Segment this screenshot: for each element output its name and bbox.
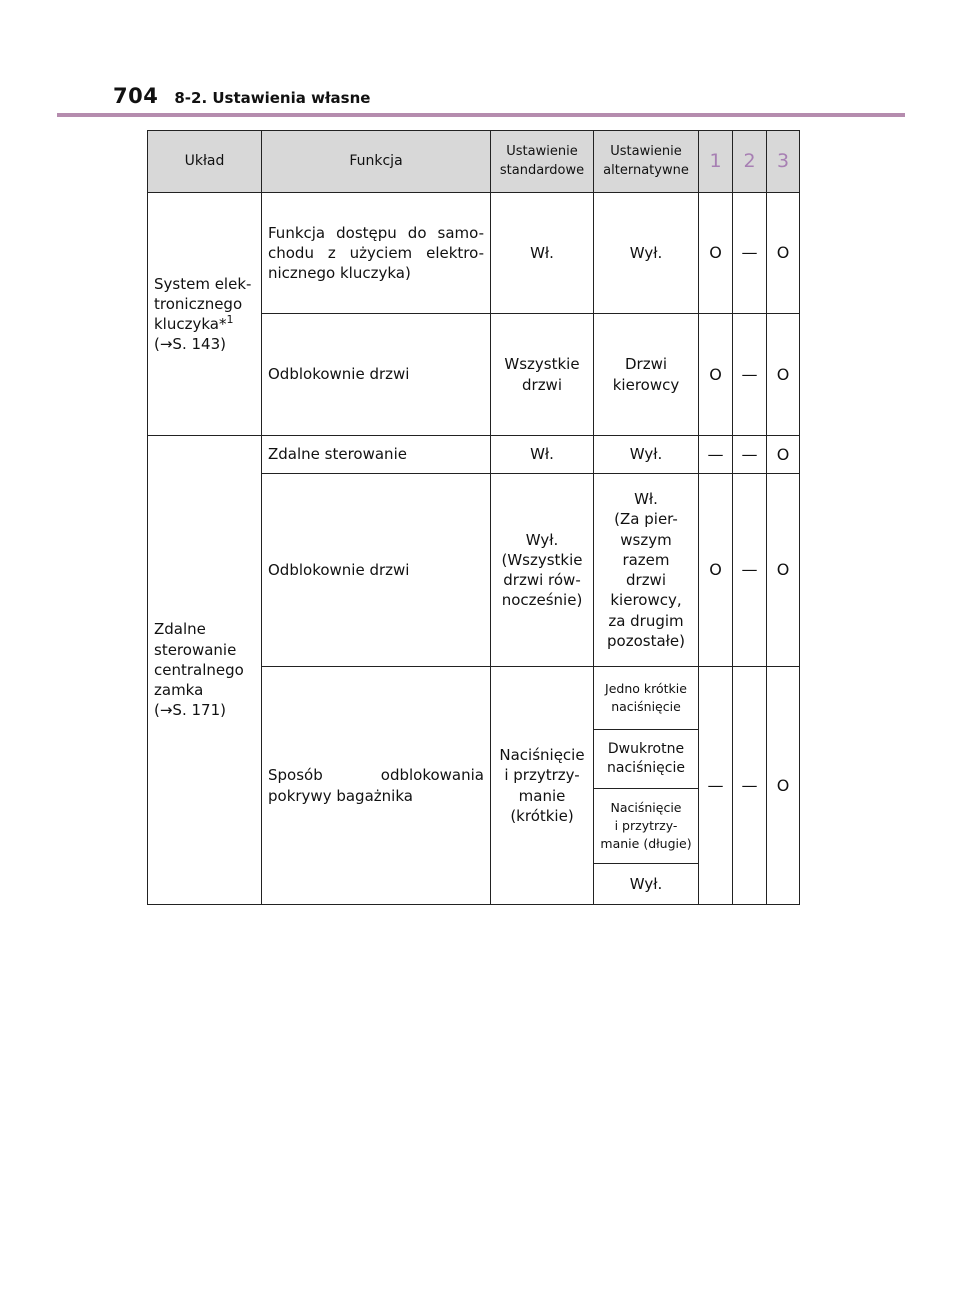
row5-alt-option-2 (594, 730, 699, 789)
header-col-2 (733, 131, 767, 193)
header-rule (57, 113, 905, 117)
row1-col3: O (767, 193, 800, 314)
row5-standard-line1: Naciśnięcie (499, 746, 585, 764)
row5-alt1-line1: Jedno krótkie (605, 680, 687, 696)
header-col-1 (699, 131, 733, 193)
row3-function: Zdalne sterowanie (262, 436, 491, 474)
header-funkcja: Funkcja (262, 131, 491, 193)
row2-alternative-line1: Drzwi (624, 355, 668, 374)
row5-alt3-line3: manie (długie) (600, 836, 692, 852)
table-row (148, 193, 800, 314)
row5-standard (491, 667, 594, 905)
row3-col2: — (733, 436, 767, 474)
row4-standard-line3: drzwi rów- (503, 571, 581, 589)
row3-col3: O (767, 436, 800, 474)
settings-table (147, 130, 800, 905)
row5-function-line1: Sposób odblokowania (268, 766, 484, 785)
row4-alternative-line5: drzwi (626, 571, 666, 589)
group1-line3: kluczyka* (154, 315, 227, 333)
row5-alt-option-3 (594, 789, 699, 864)
row4-alternative-line1: Wł. (634, 490, 658, 508)
row5-alt-option-1 (594, 667, 699, 730)
header-standard-line1: Ustawienie (506, 143, 578, 159)
group-system-kluczyka (148, 193, 262, 436)
row5-col2: — (733, 667, 767, 905)
row4-alternative-line2: (Za pier- (614, 510, 678, 529)
row5-alt-option-4: Wył. (594, 864, 699, 905)
row4-col1: O (699, 474, 733, 667)
group-zdalne-sterowanie (148, 436, 262, 905)
row4-standard (491, 474, 594, 667)
header-alternative-line1: Ustawienie (610, 143, 682, 159)
row4-alternative-line4: razem (622, 550, 670, 569)
row4-standard-line4: nocześnie) (501, 591, 583, 610)
row3-col1: — (699, 436, 733, 474)
header-num-2: 2 (743, 149, 756, 172)
row1-col1: O (699, 193, 733, 314)
row5-alt3-line2: i przytrzy- (614, 817, 678, 833)
row1-function (262, 193, 491, 314)
group1-line1: System elek- (154, 274, 252, 293)
table-header-row (148, 131, 800, 193)
header-alternative (594, 131, 699, 193)
group1-page-ref: (→S. 143) (154, 335, 226, 354)
row4-alternative-line3: wszym (620, 530, 672, 549)
row4-alternative-line6: kierowcy, (610, 591, 682, 610)
group2-line4: zamka (154, 681, 204, 700)
page-header (113, 84, 370, 112)
header-num-1: 1 (709, 149, 722, 172)
row5-col3: O (767, 667, 800, 905)
row2-alternative-line2: kierowcy (612, 375, 680, 394)
row5-alt1-line2: naciśnięcie (611, 699, 681, 714)
row5-function-line2: pokrywy bagażnika (268, 786, 413, 805)
row4-col2: — (733, 474, 767, 667)
group2-line3: centralnego (154, 660, 244, 679)
header-alternative-line2: alternatywne (603, 162, 689, 178)
header-num-3: 3 (776, 149, 790, 172)
row4-standard-line2: (Wszystkie (501, 550, 583, 569)
row4-function: Odblokownie drzwi (262, 474, 491, 667)
table-row (148, 436, 800, 474)
row1-col2: — (733, 193, 767, 314)
row1-function-line1: Funkcja dostępu do samo- (268, 223, 484, 242)
row5-alt3-line1: Naciśnięcie (610, 799, 682, 815)
header-uklad: Układ (148, 131, 262, 193)
row2-alternative (594, 314, 699, 436)
footnote-marker: 1 (226, 313, 234, 326)
row2-col1: O (699, 314, 733, 436)
row1-function-line2: chodu z użyciem elektro- (268, 243, 484, 262)
row5-standard-line4: (krótkie) (510, 806, 574, 825)
row3-standard: Wł. (491, 436, 594, 474)
row1-alternative: Wył. (594, 193, 699, 314)
row2-col2: — (733, 314, 767, 436)
row3-alternative: Wył. (594, 436, 699, 474)
page-number: 704 (113, 84, 159, 108)
header-standard-line2: standardowe (499, 162, 585, 178)
row4-standard-line1: Wył. (525, 530, 559, 549)
row4-col3: O (767, 474, 800, 667)
group2-line2: sterowanie (154, 640, 237, 659)
group1-line2: tronicznego (154, 294, 243, 313)
row2-standard-line1: Wszystkie (504, 355, 580, 374)
row4-alternative-line7: za drugim (608, 611, 684, 630)
row5-col1: — (699, 667, 733, 905)
row5-function (262, 667, 491, 905)
row2-col3: O (767, 314, 800, 436)
row1-function-line3: nicznego kluczyka) (268, 264, 411, 283)
header-standard (491, 131, 594, 193)
header-col-3 (767, 131, 800, 193)
row5-alt2-line2: naciśnięcie (607, 760, 685, 776)
row5-standard-line2: i przytrzy- (504, 766, 580, 785)
group2-line1: Zdalne (154, 620, 206, 639)
row1-standard: Wł. (491, 193, 594, 314)
row2-standard (491, 314, 594, 436)
row5-standard-line3: manie (518, 786, 566, 805)
row5-alt2-line1: Dwukrotne (607, 741, 685, 758)
group2-page-ref: (→S. 171) (154, 701, 226, 720)
section-title: 8-2. Ustawienia własne (174, 89, 371, 107)
row2-standard-line2: drzwi (522, 375, 562, 394)
row4-alternative (594, 474, 699, 667)
row4-alternative-line8: pozostałe) (607, 631, 685, 650)
row2-function: Odblokownie drzwi (262, 314, 491, 436)
